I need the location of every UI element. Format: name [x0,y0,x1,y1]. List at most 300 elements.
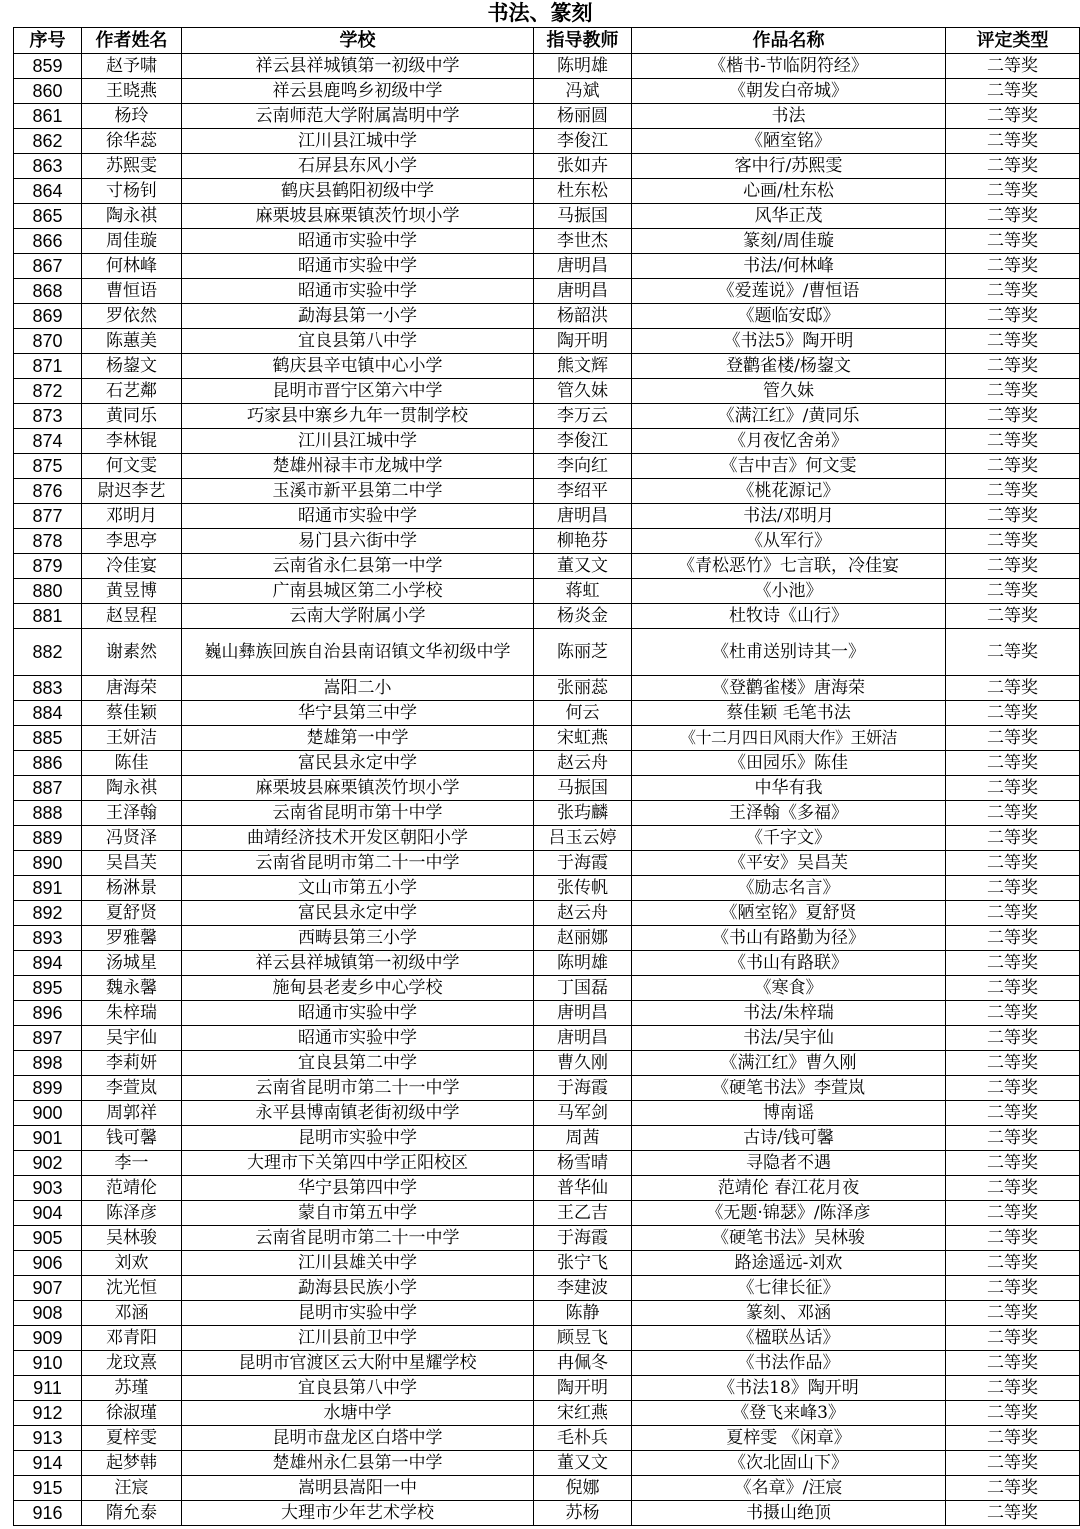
cell-index: 868 [14,279,82,304]
cell-author: 李林锟 [82,429,182,454]
cell-award: 二等奖 [946,1326,1080,1351]
cell-award: 二等奖 [946,826,1080,851]
cell-work: 书法/邓明月 [632,504,946,529]
cell-school: 江川县江城中学 [182,429,534,454]
cell-author: 王晓燕 [82,79,182,104]
cell-author: 陶永祺 [82,776,182,801]
cell-work: 博南谣 [632,1101,946,1126]
cell-teacher: 张传帆 [534,876,632,901]
cell-award: 二等奖 [946,1276,1080,1301]
cell-author: 蔡佳颖 [82,701,182,726]
cell-author: 吴林骏 [82,1226,182,1251]
cell-award: 二等奖 [946,1401,1080,1426]
cell-index: 881 [14,604,82,629]
cell-author: 赵予啸 [82,54,182,79]
cell-teacher: 唐明昌 [534,254,632,279]
table-row [14,801,1080,826]
cell-award: 二等奖 [946,204,1080,229]
cell-award: 二等奖 [946,776,1080,801]
cell-author: 罗雅馨 [82,926,182,951]
cell-index: 912 [14,1401,82,1426]
table-row [14,329,1080,354]
cell-award: 二等奖 [946,1426,1080,1451]
cell-author: 尉迟李艺 [82,479,182,504]
cell-work: 篆刻/周佳璇 [632,229,946,254]
cell-index: 860 [14,79,82,104]
cell-school: 富民县永定中学 [182,901,534,926]
table-row [14,876,1080,901]
cell-school: 江川县雄关中学 [182,1251,534,1276]
cell-award: 二等奖 [946,404,1080,429]
cell-index: 905 [14,1226,82,1251]
cell-teacher: 赵云舟 [534,901,632,926]
table-row [14,1301,1080,1326]
cell-award: 二等奖 [946,851,1080,876]
cell-index: 916 [14,1501,82,1526]
cell-teacher: 丁国磊 [534,976,632,1001]
table-row [14,354,1080,379]
cell-index: 889 [14,826,82,851]
cell-work: 《满江红》/黄同乐 [632,404,946,429]
cell-author: 王妍洁 [82,726,182,751]
table-row [14,629,1080,676]
cell-award: 二等奖 [946,951,1080,976]
cell-author: 何文雯 [82,454,182,479]
cell-school: 嵩明县嵩阳一中 [182,1476,534,1501]
cell-school: 楚雄州永仁县第一中学 [182,1451,534,1476]
cell-author: 陶永祺 [82,204,182,229]
cell-award: 二等奖 [946,751,1080,776]
table-row [14,279,1080,304]
cell-teacher: 唐明昌 [534,1001,632,1026]
cell-school: 石屏县东风小学 [182,154,534,179]
table-row [14,1051,1080,1076]
cell-award: 二等奖 [946,676,1080,701]
cell-work: 书法/朱梓瑞 [632,1001,946,1026]
cell-author: 隋允泰 [82,1501,182,1526]
cell-index: 871 [14,354,82,379]
cell-teacher: 张丽蕊 [534,676,632,701]
cell-work: 书法/吴宇仙 [632,1026,946,1051]
cell-work: 《楷书-节临阴符经》 [632,54,946,79]
awards-table [13,27,1080,1526]
cell-school: 巧家县中寨乡九年一贯制学校 [182,404,534,429]
cell-author: 沈光恒 [82,1276,182,1301]
cell-award: 二等奖 [946,179,1080,204]
cell-school: 昆明市官渡区云大附中星耀学校 [182,1351,534,1376]
cell-award: 二等奖 [946,1301,1080,1326]
cell-teacher: 马振国 [534,204,632,229]
cell-award: 二等奖 [946,1076,1080,1101]
cell-index: 880 [14,579,82,604]
cell-work: 王泽翰《多福》 [632,801,946,826]
cell-index: 915 [14,1476,82,1501]
cell-index: 878 [14,529,82,554]
table-row [14,1401,1080,1426]
cell-school: 楚雄第一中学 [182,726,534,751]
cell-teacher: 李万云 [534,404,632,429]
header-row [14,28,1080,54]
cell-author: 杨鋆文 [82,354,182,379]
cell-work: 《寒食》 [632,976,946,1001]
cell-teacher: 曹久刚 [534,1051,632,1076]
cell-school: 鹤庆县鹤阳初级中学 [182,179,534,204]
cell-work: 客中行/苏熙雯 [632,154,946,179]
cell-work: 《平安》吴昌芙 [632,851,946,876]
cell-index: 869 [14,304,82,329]
cell-work: 《名章》/汪宸 [632,1476,946,1501]
cell-index: 872 [14,379,82,404]
table-row [14,776,1080,801]
table-row [14,1176,1080,1201]
cell-school: 江川县江城中学 [182,129,534,154]
cell-index: 875 [14,454,82,479]
cell-author: 邓青阳 [82,1326,182,1351]
cell-index: 874 [14,429,82,454]
cell-award: 二等奖 [946,1201,1080,1226]
cell-award: 二等奖 [946,876,1080,901]
cell-author: 苏瑾 [82,1376,182,1401]
cell-index: 896 [14,1001,82,1026]
cell-index: 902 [14,1151,82,1176]
cell-school: 云南省昆明市第二十一中学 [182,851,534,876]
cell-author: 石艺鄰 [82,379,182,404]
cell-work: 《硬笔书法》李萱岚 [632,1076,946,1101]
cell-teacher: 陈丽芝 [534,629,632,676]
cell-teacher: 于海霞 [534,1076,632,1101]
cell-work: 《千字文》 [632,826,946,851]
cell-author: 周佳璇 [82,229,182,254]
cell-author: 杨淋景 [82,876,182,901]
cell-author: 朱梓瑞 [82,1001,182,1026]
table-row [14,204,1080,229]
cell-teacher: 唐明昌 [534,1026,632,1051]
header-cell-work: 作品名称 [632,28,946,54]
cell-award: 二等奖 [946,629,1080,676]
cell-teacher: 陈静 [534,1301,632,1326]
cell-index: 866 [14,229,82,254]
cell-work: 《书山有路勤为径》 [632,926,946,951]
cell-school: 祥云县鹿鸣乡初级中学 [182,79,534,104]
cell-teacher: 杨雪晴 [534,1151,632,1176]
table-row [14,701,1080,726]
cell-school: 云南大学附属小学 [182,604,534,629]
cell-teacher: 李世杰 [534,229,632,254]
table-row [14,54,1080,79]
cell-school: 华宁县第三中学 [182,701,534,726]
cell-index: 909 [14,1326,82,1351]
cell-author: 李萱岚 [82,1076,182,1101]
cell-school: 宜良县第八中学 [182,329,534,354]
cell-index: 911 [14,1376,82,1401]
cell-award: 二等奖 [946,254,1080,279]
cell-work: 古诗/钱可馨 [632,1126,946,1151]
cell-teacher: 董又文 [534,554,632,579]
cell-award: 二等奖 [946,604,1080,629]
cell-work: 夏梓雯 《闲章》 [632,1426,946,1451]
cell-teacher: 马军剑 [534,1101,632,1126]
cell-author: 龙玟熹 [82,1351,182,1376]
cell-teacher: 赵云舟 [534,751,632,776]
cell-work: 管久妹 [632,379,946,404]
table-row [14,1326,1080,1351]
cell-work: 《书法5》陶开明 [632,329,946,354]
cell-award: 二等奖 [946,229,1080,254]
cell-work: 《吉中吉》何文雯 [632,454,946,479]
cell-work: 《爱莲说》/曹恒语 [632,279,946,304]
table-row [14,951,1080,976]
table-row [14,1001,1080,1026]
cell-work: 《青松恶竹》七言联，冷佳宴 [632,554,946,579]
cell-award: 二等奖 [946,279,1080,304]
cell-work: 《陋室铭》 [632,129,946,154]
cell-teacher: 李俊江 [534,429,632,454]
table-row [14,826,1080,851]
cell-award: 二等奖 [946,579,1080,604]
table-row [14,1201,1080,1226]
cell-index: 862 [14,129,82,154]
cell-school: 易门县六街中学 [182,529,534,554]
cell-school: 勐海县民族小学 [182,1276,534,1301]
cell-index: 897 [14,1026,82,1051]
cell-award: 二等奖 [946,54,1080,79]
cell-index: 908 [14,1301,82,1326]
cell-index: 914 [14,1451,82,1476]
cell-school: 昭通市实验中学 [182,254,534,279]
cell-teacher: 周茜 [534,1126,632,1151]
cell-index: 865 [14,204,82,229]
cell-author: 赵昱程 [82,604,182,629]
cell-school: 祥云县祥城镇第一初级中学 [182,951,534,976]
table-row [14,179,1080,204]
cell-index: 887 [14,776,82,801]
table-row [14,1251,1080,1276]
cell-school: 昭通市实验中学 [182,1026,534,1051]
cell-work: 《满江红》曹久刚 [632,1051,946,1076]
cell-school: 麻栗坡县麻栗镇茨竹坝小学 [182,776,534,801]
cell-work: 书法 [632,104,946,129]
table-row [14,726,1080,751]
cell-index: 894 [14,951,82,976]
table-row [14,529,1080,554]
cell-award: 二等奖 [946,104,1080,129]
cell-school: 华宁县第四中学 [182,1176,534,1201]
cell-work: 《硬笔书法》吴林骏 [632,1226,946,1251]
cell-index: 895 [14,976,82,1001]
table-row [14,1076,1080,1101]
cell-author: 陈佳 [82,751,182,776]
cell-award: 二等奖 [946,1351,1080,1376]
cell-award: 二等奖 [946,129,1080,154]
cell-school: 云南省永仁县第一中学 [182,554,534,579]
header-cell-author: 作者姓名 [82,28,182,54]
cell-award: 二等奖 [946,379,1080,404]
cell-award: 二等奖 [946,79,1080,104]
cell-school: 西畴县第三小学 [182,926,534,951]
cell-author: 陈蕙美 [82,329,182,354]
cell-teacher: 陈明雄 [534,951,632,976]
cell-author: 黄同乐 [82,404,182,429]
cell-award: 二等奖 [946,1476,1080,1501]
cell-award: 二等奖 [946,504,1080,529]
cell-school: 云南省昆明市第十中学 [182,801,534,826]
cell-work: 篆刻、邓涵 [632,1301,946,1326]
cell-index: 904 [14,1201,82,1226]
cell-school: 鹤庆县辛屯镇中心小学 [182,354,534,379]
cell-teacher: 冉佩冬 [534,1351,632,1376]
cell-teacher: 于海霞 [534,851,632,876]
cell-award: 二等奖 [946,479,1080,504]
cell-school: 曲靖经济技术开发区朝阳小学 [182,826,534,851]
cell-work: 蔡佳颖 毛笔书法 [632,701,946,726]
cell-author: 刘欢 [82,1251,182,1276]
cell-work: 杜牧诗《山行》 [632,604,946,629]
page-title: 书法、篆刻 [487,1,593,25]
cell-author: 何林峰 [82,254,182,279]
cell-school: 云南省昆明市第二十一中学 [182,1076,534,1101]
table-row [14,404,1080,429]
cell-teacher: 杨丽圆 [534,104,632,129]
cell-award: 二等奖 [946,1026,1080,1051]
cell-work: 书摄山绝顶 [632,1501,946,1526]
cell-author: 苏熙雯 [82,154,182,179]
cell-school: 昭通市实验中学 [182,504,534,529]
cell-work: 《杜甫送别诗其一》 [632,629,946,676]
table-row [14,254,1080,279]
cell-work: 《书法18》陶开明 [632,1376,946,1401]
cell-teacher: 冯斌 [534,79,632,104]
cell-author: 夏舒贤 [82,901,182,926]
cell-author: 冯贤泽 [82,826,182,851]
cell-award: 二等奖 [946,1151,1080,1176]
cell-teacher: 管久妹 [534,379,632,404]
cell-index: 913 [14,1426,82,1451]
cell-school: 巍山彝族回族自治县南诏镇文华初级中学 [182,629,534,676]
cell-teacher: 毛朴兵 [534,1426,632,1451]
table-row [14,1476,1080,1501]
cell-school: 昆明市实验中学 [182,1301,534,1326]
cell-work: 寻隐者不遇 [632,1151,946,1176]
cell-author: 钱可馨 [82,1126,182,1151]
cell-award: 二等奖 [946,1251,1080,1276]
table-row [14,154,1080,179]
cell-work: 《楹联丛话》 [632,1326,946,1351]
cell-author: 周郭祥 [82,1101,182,1126]
cell-award: 二等奖 [946,354,1080,379]
cell-index: 863 [14,154,82,179]
cell-school: 文山市第五小学 [182,876,534,901]
cell-teacher: 李绍平 [534,479,632,504]
cell-teacher: 何云 [534,701,632,726]
table-row [14,851,1080,876]
cell-award: 二等奖 [946,1501,1080,1526]
cell-teacher: 陈明雄 [534,54,632,79]
table-row [14,1501,1080,1526]
cell-index: 861 [14,104,82,129]
table-row [14,379,1080,404]
table-row [14,79,1080,104]
cell-teacher: 赵丽娜 [534,926,632,951]
cell-author: 邓明月 [82,504,182,529]
cell-teacher: 柳艳芬 [534,529,632,554]
cell-index: 883 [14,676,82,701]
cell-school: 勐海县第一小学 [182,304,534,329]
table-row [14,504,1080,529]
cell-award: 二等奖 [946,154,1080,179]
cell-school: 云南师范大学附属嵩明中学 [182,104,534,129]
cell-index: 877 [14,504,82,529]
cell-work: 《田园乐》陈佳 [632,751,946,776]
cell-index: 882 [14,629,82,676]
cell-index: 888 [14,801,82,826]
cell-teacher: 吕玉云婷 [534,826,632,851]
cell-work: 《励志名言》 [632,876,946,901]
table-row [14,1026,1080,1051]
table-row [14,926,1080,951]
table-row [14,604,1080,629]
cell-work: 《桃花源记》 [632,479,946,504]
cell-work: 路途遥远-刘欢 [632,1251,946,1276]
cell-index: 870 [14,329,82,354]
cell-teacher: 唐明昌 [534,504,632,529]
cell-author: 黄昱博 [82,579,182,604]
cell-work: 《书山有路联》 [632,951,946,976]
cell-index: 903 [14,1176,82,1201]
cell-work: 《十二月四日风雨大作》王妍洁 [632,726,946,751]
cell-author: 邓涵 [82,1301,182,1326]
cell-work: 中华有我 [632,776,946,801]
cell-author: 王泽翰 [82,801,182,826]
table-row [14,1101,1080,1126]
cell-index: 886 [14,751,82,776]
cell-award: 二等奖 [946,1001,1080,1026]
cell-work: 《无题·锦瑟》/陈泽彦 [632,1201,946,1226]
cell-index: 899 [14,1076,82,1101]
cell-school: 云南省昆明市第二十一中学 [182,1226,534,1251]
cell-school: 玉溪市新平县第二中学 [182,479,534,504]
cell-award: 二等奖 [946,976,1080,1001]
cell-index: 859 [14,54,82,79]
table-row [14,554,1080,579]
cell-award: 二等奖 [946,726,1080,751]
header-cell-index: 序号 [14,28,82,54]
cell-teacher: 李俊江 [534,129,632,154]
cell-author: 起梦韩 [82,1451,182,1476]
cell-school: 昭通市实验中学 [182,1001,534,1026]
cell-author: 徐淑瑾 [82,1401,182,1426]
cell-award: 二等奖 [946,1176,1080,1201]
cell-author: 李思亭 [82,529,182,554]
table-row [14,1426,1080,1451]
cell-school: 永平县博南镇老街初级中学 [182,1101,534,1126]
table-row [14,454,1080,479]
cell-school: 楚雄州禄丰市龙城中学 [182,454,534,479]
cell-teacher: 唐明昌 [534,279,632,304]
cell-teacher: 普华仙 [534,1176,632,1201]
table-row [14,1151,1080,1176]
cell-award: 二等奖 [946,304,1080,329]
cell-teacher: 顾昱飞 [534,1326,632,1351]
cell-award: 二等奖 [946,1051,1080,1076]
table-row [14,1126,1080,1151]
table-row [14,479,1080,504]
table-row [14,1226,1080,1251]
cell-teacher: 张如卉 [534,154,632,179]
cell-index: 867 [14,254,82,279]
cell-school: 大理市少年艺术学校 [182,1501,534,1526]
cell-award: 二等奖 [946,529,1080,554]
cell-teacher: 马振国 [534,776,632,801]
